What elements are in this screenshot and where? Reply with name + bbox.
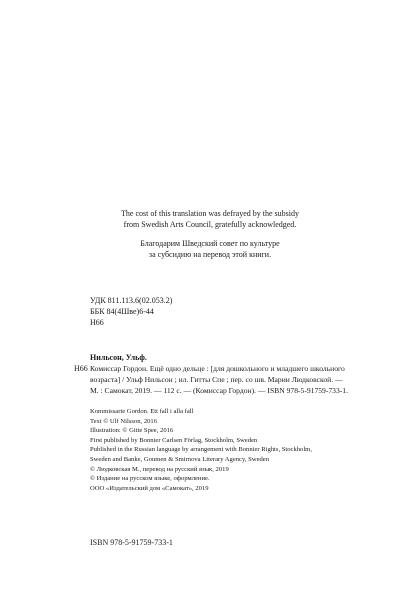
- subsidy-line: from Swedish Arts Council, gratefully acknowledged.: [123, 220, 297, 229]
- acknowledgement-russian: [60, 238, 360, 260]
- translation-subsidy-note: [60, 208, 360, 230]
- copyright-credits: [90, 407, 312, 493]
- udk-code: УДК 811.113.6(02.053.2): [90, 296, 173, 305]
- acknowledgement-line: Благодарим Шведский совет по культуре: [140, 239, 280, 248]
- translation-copyright: © Людковская М., перевод на русский язык, 2019: [90, 465, 229, 473]
- edition-copyright: © Издание на русском языке, оформление.: [90, 475, 210, 483]
- original-title: Kommissarie Gordon. Ett fall i alla fall: [90, 408, 194, 415]
- author-mark: Н66: [90, 318, 104, 327]
- catalog-entry-line: Комиссар Гордон. Ещё одно дельце : [для дошкольного и младшего школьного: [90, 364, 345, 373]
- catalog-author: Нильсон, Ульф.: [90, 353, 147, 362]
- isbn: ISBN 978-5-91759-733-1: [90, 538, 173, 547]
- catalog-entry-line: М. : Самокат, 2019. — 112 с. — (Комиссар Гордон). — ISBN 978-5-91759-733-1.: [90, 386, 348, 395]
- first-publication: First published by Bonnier Carlsen Förlag, Stockholm, Sweden: [90, 436, 258, 444]
- catalog-entry-line: возраста] / Ульф Нильсон ; ил. Гитты Спе ; пер. со шв. Марии Людковской. —: [90, 375, 343, 384]
- catalog-entry: [90, 363, 370, 396]
- rights-arrangement: Published in the Russian language by arrangement with Bonnier Rights, Stockholm,: [90, 446, 312, 454]
- publisher-copyright: ООО «Издательский дом «Самокат», 2019: [90, 484, 209, 492]
- subsidy-line: The cost of this translation was defrayed by the subsidy: [121, 209, 299, 218]
- rights-arrangement: Sweden and Banke, Goumen & Smirnova Literary Agency, Sweden: [90, 455, 270, 463]
- bbk-code: ББК 84(4Шве)6-44: [90, 307, 154, 316]
- acknowledgement-line: за субсидию на перевод этой книги.: [148, 250, 272, 259]
- text-copyright: Text © Ulf Nilsson, 2016: [90, 417, 158, 425]
- catalog-author-mark: Н66: [74, 364, 88, 373]
- classification-codes: [90, 295, 172, 328]
- illustration-copyright: Illustration: © Gitte Spee, 2016: [90, 427, 174, 435]
